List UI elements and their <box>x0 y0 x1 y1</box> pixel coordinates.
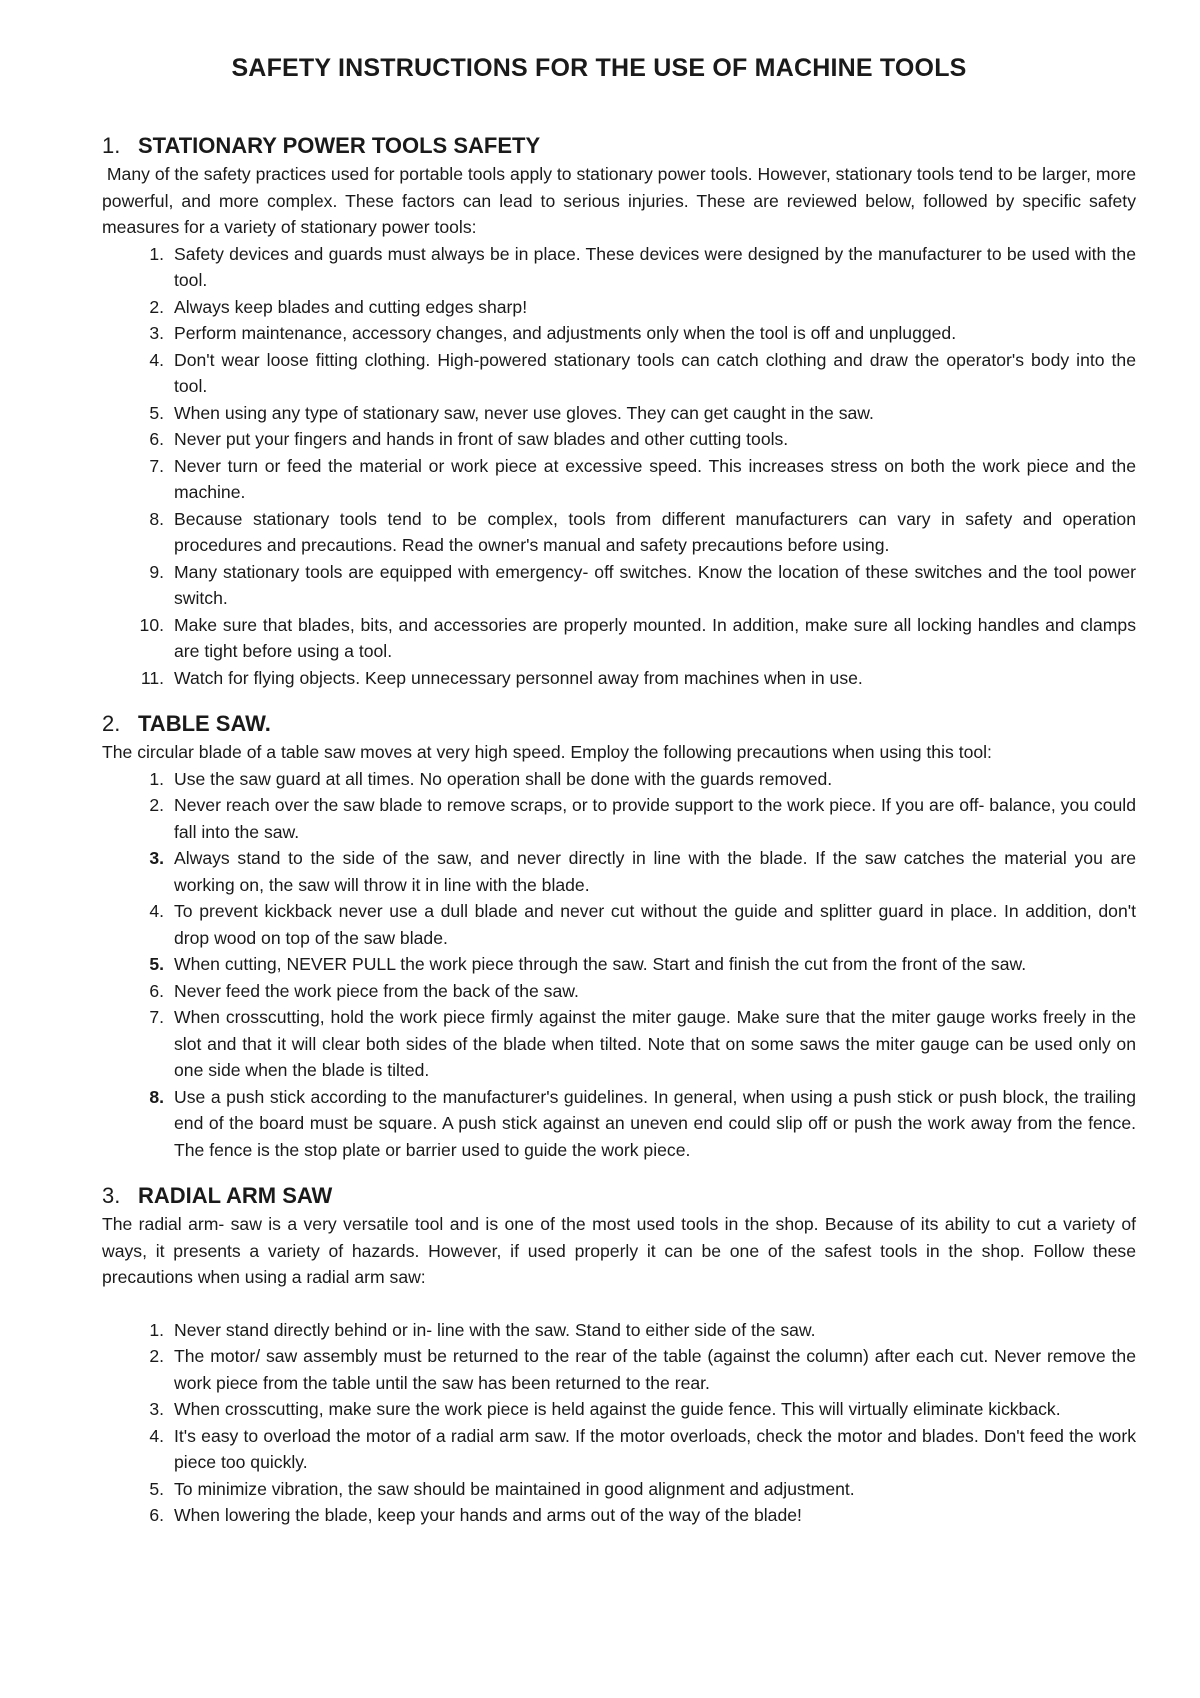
item-text: When lowering the blade, keep your hands and arms out of the way of the blade! <box>174 1505 802 1525</box>
list-item <box>149 898 1136 951</box>
item-number: 9. <box>149 561 164 582</box>
section-table-saw <box>102 709 1136 1163</box>
item-number: 2. <box>149 795 164 815</box>
section-heading <box>102 131 1136 161</box>
list-item <box>140 665 1136 692</box>
item-text: Make sure that blades, bits, and accessories are properly mounted. In addition, make sure all locking handles and clamps are tight before using a tool. <box>174 614 1136 661</box>
item-number: 10. <box>139 614 164 635</box>
item-text: When crosscutting, make sure the work piece is held against the guide fence. This will virtually eliminate kickback. <box>174 1399 1061 1419</box>
item-text: Never put your fingers and hands in front of saw blades and other cutting tools. <box>174 429 789 449</box>
item-number: 8. <box>149 1086 164 1107</box>
section-title: TABLE SAW. <box>138 711 271 736</box>
item-text: Always stand to the side of the saw, and never directly in line with the blade. If the saw catches the material you are working on, the saw will throw it in line with the blade. <box>174 848 1136 895</box>
item-text: Never turn or feed the material or work piece at excessive speed. This increases stress on both the work piece and the machine. <box>174 455 1136 502</box>
item-number: 1. <box>149 1319 164 1340</box>
section-number: 1. <box>102 133 121 158</box>
section-radial-arm-saw <box>102 1181 1136 1529</box>
item-text: Don't wear loose fitting clothing. High-powered stationary tools can catch clothing and draw the operator's body into the tool. <box>174 349 1136 396</box>
item-text: Use the saw guard at all times. No operation shall be done with the guards removed. <box>174 768 833 789</box>
item-text: Never stand directly behind or in- line with the saw. Stand to either side of the saw. <box>174 1319 816 1340</box>
document-title: SAFETY INSTRUCTIONS FOR THE USE OF MACHINE TOOLS <box>231 54 967 82</box>
list-item <box>149 1396 1136 1423</box>
item-text: To minimize vibration, the saw should be maintained in good alignment and adjustment. <box>174 1478 855 1499</box>
item-text: Always keep blades and cutting edges sharp! <box>174 296 528 317</box>
item-number: 7. <box>149 1007 164 1027</box>
numbered-list <box>102 241 1136 692</box>
item-number: 3. <box>149 1399 164 1419</box>
item-number: 6. <box>149 429 164 449</box>
list-item <box>149 1317 1136 1344</box>
item-number: 4. <box>149 349 164 370</box>
item-number: 3. <box>149 848 164 868</box>
item-number: 1. <box>149 768 164 789</box>
item-text: When using any type of stationary saw, never use gloves. They can get caught in the saw. <box>174 402 874 423</box>
list-item <box>149 766 1136 793</box>
list-item <box>149 978 1136 1005</box>
item-text: Never feed the work piece from the back of the saw. <box>174 980 579 1001</box>
item-number: 3. <box>149 323 164 343</box>
item-text: Never reach over the saw blade to remove scraps, or to provide support to the work piece. If you are off- balance, you could fall into the saw. <box>174 795 1136 842</box>
list-item <box>149 559 1136 612</box>
list-item <box>149 1476 1136 1503</box>
item-number: 5. <box>149 954 164 974</box>
section-stationary-power-tools <box>102 131 1141 691</box>
list-item <box>149 845 1136 898</box>
numbered-list <box>102 1317 1136 1529</box>
item-number: 4. <box>149 901 164 921</box>
item-number: 11. <box>140 667 164 688</box>
list-item <box>149 241 1136 294</box>
item-text: Safety devices and guards must always be in place. These devices were designed by the manufacturer to be used with the tool. <box>174 243 1136 290</box>
list-item <box>149 294 1136 321</box>
list-item <box>149 347 1136 400</box>
item-text: Use a push stick according to the manufacturer's guidelines. In general, when using a push stick or push block, the trailing end of the board must be square. A push stick against an uneven end could slip off or push the work away from the fence. The fence is the stop plate or barrier used to guide the work piece. <box>174 1086 1136 1160</box>
list-item <box>149 1004 1136 1084</box>
section-intro: The radial arm- saw is a very versatile tool and is one of the most used tools in the shop. Because of its ability to cut a variety of ways, it presents a variety of hazards. However, if used properly it can be one of the safest tools in the shop. Follow these precautions when using a radial arm saw: <box>102 1214 1136 1287</box>
list-item <box>149 426 1136 453</box>
item-text: It's easy to overload the motor of a radial arm saw. If the motor overloads, check the motor and blades. Don't feed the work piece too quickly. <box>174 1425 1136 1472</box>
item-number: 8. <box>149 508 164 529</box>
item-number: 7. <box>149 455 164 476</box>
item-number: 2. <box>149 1346 164 1366</box>
section-heading <box>102 709 1136 739</box>
item-number: 2. <box>149 296 164 317</box>
list-item <box>149 400 1136 427</box>
numbered-list <box>102 766 1136 1164</box>
list-item <box>149 320 1136 347</box>
item-text: The motor/ saw assembly must be returned to the rear of the table (against the column) after each cut. Never remove the work piece from the table until the saw has been returned to the rear. <box>174 1346 1136 1393</box>
section-title: STATIONARY POWER TOOLS SAFETY <box>138 133 541 158</box>
item-text: When crosscutting, hold the work piece firmly against the miter gauge. Make sure that the miter gauge works freely in the slot and that it will clear both sides of the blade when tilted. Note that on some saws the miter gauge can be used only on one side when the blade is tilted. <box>174 1007 1136 1080</box>
list-item <box>139 612 1136 665</box>
item-text: Perform maintenance, accessory changes, and adjustments only when the tool is off and unplugged. <box>174 323 957 343</box>
list-item <box>149 951 1136 978</box>
item-number: 5. <box>149 402 164 423</box>
list-item <box>149 792 1136 845</box>
list-item <box>149 1084 1136 1164</box>
list-item <box>149 1423 1136 1476</box>
section-heading <box>102 1181 1136 1211</box>
section-number: 3. <box>102 1183 121 1208</box>
section-intro: The circular blade of a table saw moves at very high speed. Employ the following precautions when using this tool: <box>102 742 992 762</box>
item-number: 6. <box>149 1505 164 1525</box>
item-text: Watch for flying objects. Keep unnecessary personnel away from machines when in use. <box>174 667 863 688</box>
item-text: When cutting, NEVER PULL the work piece through the saw. Start and finish the cut from the front of the saw. <box>174 954 1027 974</box>
list-item <box>149 1343 1136 1396</box>
section-title: RADIAL ARM SAW <box>138 1183 333 1208</box>
item-number: 5. <box>149 1478 164 1499</box>
item-number: 6. <box>149 980 164 1001</box>
section-number: 2. <box>102 711 121 736</box>
item-text: Many stationary tools are equipped with emergency- off switches. Know the location of these switches and the tool power switch. <box>174 561 1136 608</box>
item-text: Because stationary tools tend to be complex, tools from different manufacturers can vary in safety and operation procedures and precautions. Read the owner's manual and safety precautions before using. <box>174 508 1136 555</box>
item-number: 4. <box>149 1425 164 1446</box>
item-number: 1. <box>149 243 164 264</box>
list-item <box>149 1502 1136 1529</box>
section-intro: Many of the safety practices used for portable tools apply to stationary power tools. However, stationary tools tend to be larger, more powerful, and more complex. These factors can lead to serious injuries. These are reviewed below, followed by specific safety measures for a variety of stationary power tools: <box>102 164 1141 237</box>
list-item <box>149 506 1136 559</box>
list-item <box>149 453 1136 506</box>
item-text: To prevent kickback never use a dull blade and never cut without the guide and splitter guard in place. In addition, don't drop wood on top of the saw blade. <box>174 901 1136 948</box>
